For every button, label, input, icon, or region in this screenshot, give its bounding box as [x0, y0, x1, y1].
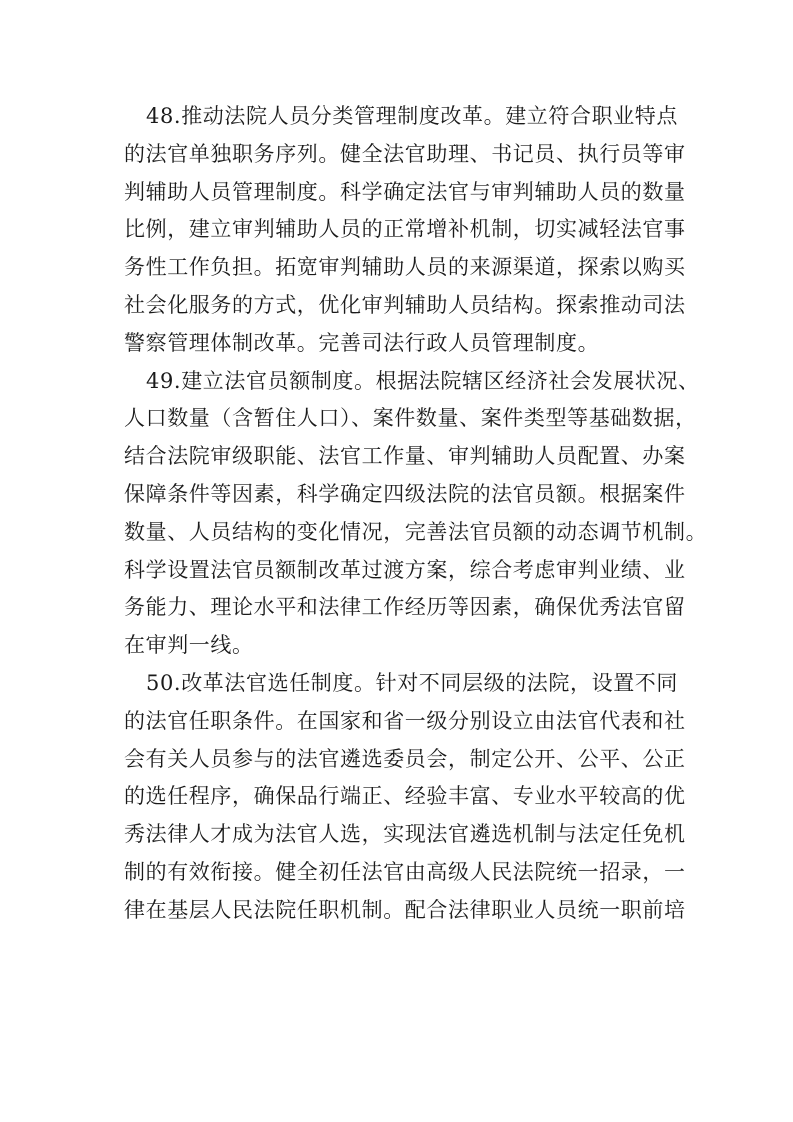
document-body: [124, 98, 708, 930]
paragraph-48-line: 务性工作负担。拓宽审判辅助人员的来源渠道，探索以购买: [124, 255, 686, 280]
paragraph-50-line: 50.改革法官选任制度。针对不同层级的法院，设置不同: [146, 670, 678, 695]
paragraph-50-line: 的法官任职条件。在国家和省一级分别设立由法官代表和社: [124, 708, 686, 733]
paragraph-50-line: 会有关人员参与的法官遴选委员会，制定公开、公平、公正: [124, 746, 686, 771]
paragraph-49-line: 务能力、理论水平和法律工作经历等因素，确保优秀法官留: [124, 595, 686, 620]
paragraph-50-line: 律在基层人民法院任职机制。配合法律职业人员统一职前培: [124, 897, 686, 922]
paragraph-49-line: 结合法院审级职能、法官工作量、审判辅助人员配置、办案: [124, 444, 686, 469]
paragraph-49-line: 保障条件等因素，科学确定四级法院的法官员额。根据案件: [124, 481, 686, 506]
paragraph-49-line: 49.建立法官员额制度。根据法院辖区经济社会发展状况、: [146, 368, 700, 393]
paragraph-48-line: 社会化服务的方式，优化审判辅助人员结构。探索推动司法: [124, 292, 686, 317]
paragraph-48-line: 48.推动法院人员分类管理制度改革。建立符合职业特点: [146, 104, 678, 128]
paragraph-49-line: 数量、人员结构的变化情况，完善法官员额的动态调节机制。: [124, 519, 708, 544]
paragraph-49-line: 人口数量（含暂住人口）、案件数量、案件类型等基础数据，: [124, 406, 697, 431]
paragraph-48-line: 警察管理体制改革。完善司法行政人员管理制度。: [124, 330, 600, 355]
paragraph-49-line: 在审判一线。: [124, 633, 254, 658]
paragraph-50-line: 的选任程序，确保品行端正、经验丰富、专业水平较高的优: [124, 784, 686, 809]
paragraph-50-line: 制的有效衔接。健全初任法官由高级人民法院统一招录，一: [124, 859, 686, 884]
paragraph-50-line: 秀法律人才成为法官人选，实现法官遴选机制与法定任免机: [124, 822, 686, 847]
paragraph-48-line: 判辅助人员管理制度。科学确定法官与审判辅助人员的数量: [124, 179, 686, 204]
paragraph-49-line: 科学设置法官员额制改革过渡方案，综合考虑审判业绩、业: [124, 557, 686, 582]
paragraph-48-line: 的法官单独职务序列。健全法官助理、书记员、执行员等审: [124, 141, 686, 166]
paragraph-48-line: 比例，建立审判辅助人员的正常增补机制，切实减轻法官事: [124, 217, 686, 242]
